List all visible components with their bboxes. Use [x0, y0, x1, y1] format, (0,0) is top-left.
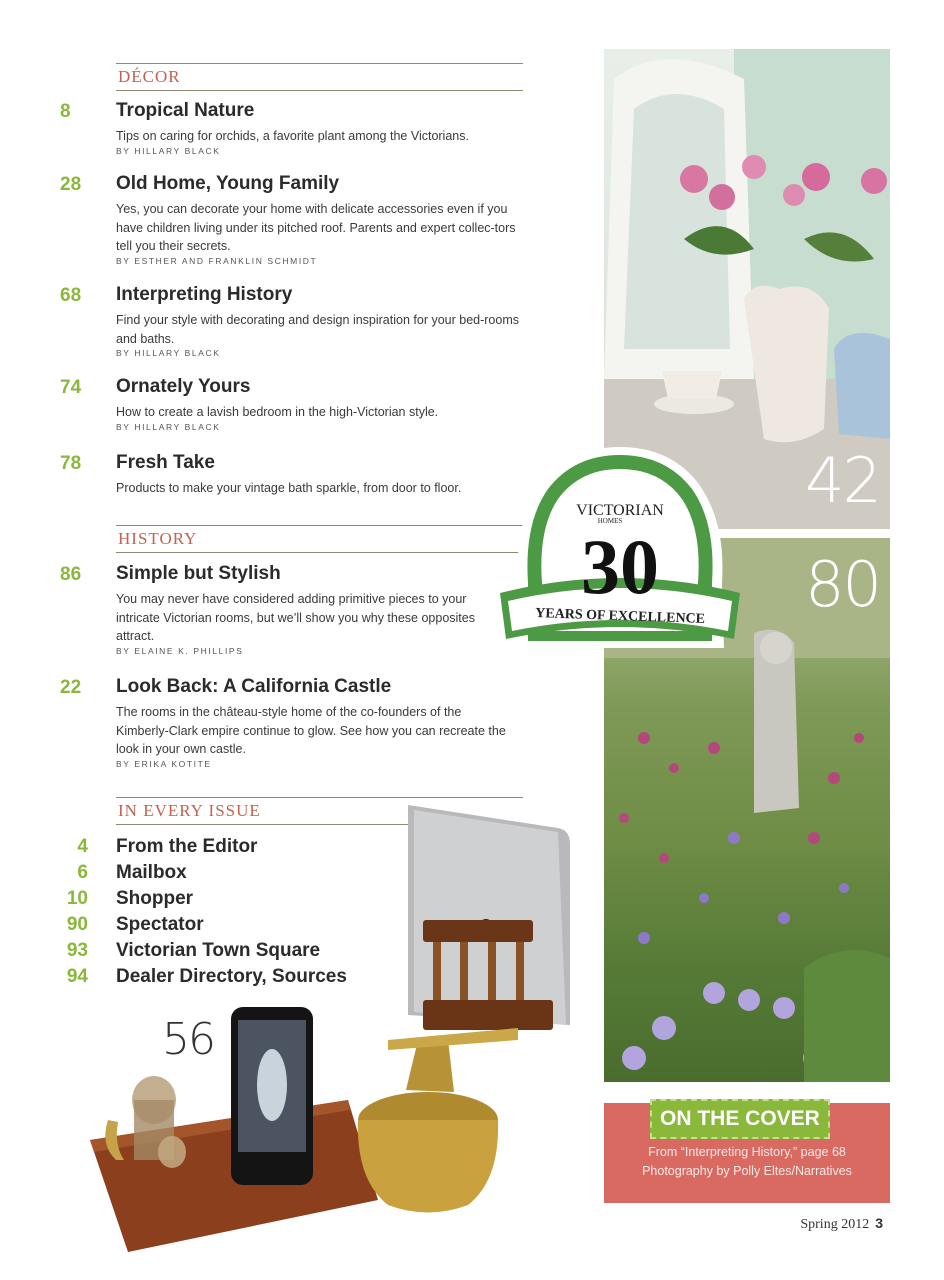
- photo-page-number: 80: [805, 548, 880, 621]
- entry-description: Find your style with decorating and design inspiration for your bed-rooms and baths.: [116, 313, 519, 346]
- section-title: DÉCOR: [118, 67, 181, 86]
- entry-title[interactable]: Look Back: A California Castle: [116, 676, 392, 697]
- entry-title[interactable]: Simple but Stylish: [116, 563, 281, 584]
- issue-title[interactable]: Mailbox: [116, 862, 187, 883]
- issue-title[interactable]: From the Editor: [116, 836, 258, 857]
- badge-brand: VICTORIAN: [576, 502, 664, 519]
- issue-item[interactable]: [0, 914, 420, 940]
- toc-entry[interactable]: [0, 377, 530, 435]
- toc-entry[interactable]: [0, 564, 530, 660]
- entry-byline: BY HILLARY BLACK: [116, 146, 221, 156]
- issue-item[interactable]: [0, 966, 420, 992]
- entry-title[interactable]: Old Home, Young Family: [116, 173, 340, 194]
- entry-title[interactable]: Tropical Nature: [116, 100, 255, 121]
- entry-description: You may never have considered adding primitive pieces to your intricate Victorian rooms, but we’ll show you why these opposites attract.: [116, 592, 475, 643]
- page-number: 28: [60, 174, 82, 195]
- page-footer: [800, 1215, 883, 1233]
- entry-description: How to create a lavish bedroom in the high-Victorian style.: [116, 405, 439, 419]
- page-number: 8: [60, 101, 71, 122]
- entry-description: Tips on caring for orchids, a favorite plant among the Victorians.: [116, 129, 469, 143]
- section-title: HISTORY: [118, 529, 198, 548]
- issue-item[interactable]: [0, 940, 420, 966]
- toc-entry[interactable]: [0, 285, 530, 361]
- page-number: 94: [66, 966, 88, 987]
- photo-page-number[interactable]: 56: [162, 1014, 214, 1065]
- entry-title[interactable]: Ornately Yours: [116, 376, 251, 397]
- page-number: 4: [77, 836, 88, 857]
- toc-entry[interactable]: [0, 677, 530, 773]
- issue-item[interactable]: [0, 888, 420, 914]
- anniversary-badge: [494, 443, 746, 665]
- photo-page-number: 42: [805, 444, 880, 517]
- on-the-cover-label: ON THE COVER: [650, 1099, 830, 1139]
- on-the-cover-box[interactable]: [604, 1103, 890, 1203]
- page-number: 68: [60, 285, 82, 306]
- section-title: IN EVERY ISSUE: [118, 801, 261, 820]
- page-number: 74: [60, 377, 82, 398]
- entry-byline: BY ERIKA KOTITE: [116, 759, 212, 769]
- entry-description: The rooms in the château-style home of the co-founders of the Kimberly-Clark empire continue to glow. See how you can recreate the look in your own castle.: [116, 705, 506, 756]
- section-header-history: [116, 525, 523, 553]
- entry-byline: BY HILLARY BLACK: [116, 348, 221, 358]
- page-number: 78: [60, 453, 82, 474]
- page-number: 22: [60, 677, 82, 698]
- toc-entry[interactable]: [0, 453, 530, 495]
- issue-item[interactable]: [0, 862, 420, 888]
- entry-byline: BY ELAINE K. PHILLIPS: [116, 646, 244, 656]
- entry-description: Products to make your vintage bath sparkle, from door to floor.: [116, 481, 462, 495]
- issue-item[interactable]: [0, 836, 420, 862]
- issue-date: Spring 2012: [800, 1217, 870, 1232]
- badge-ribbon-text: YEARS OF EXCELLENCE: [534, 606, 706, 627]
- issue-title[interactable]: Victorian Town Square: [116, 940, 321, 961]
- issue-title[interactable]: Shopper: [116, 888, 194, 909]
- cover-credit-line: Photography by Polly Eltes/Narratives: [642, 1164, 852, 1178]
- toc-entry[interactable]: [0, 174, 530, 270]
- entry-byline: BY HILLARY BLACK: [116, 422, 221, 432]
- page-number: 93: [66, 940, 88, 961]
- entry-title[interactable]: Fresh Take: [116, 452, 215, 473]
- page-number: 6: [77, 862, 88, 883]
- section-header-decor: [116, 63, 523, 91]
- entry-byline: BY ESTHER AND FRANKLIN SCHMIDT: [116, 256, 318, 266]
- cover-caption-line: From “Interpreting History,” page 68: [648, 1145, 846, 1159]
- toc-entry[interactable]: [0, 101, 530, 161]
- badge-brand-sub: HOMES: [597, 517, 623, 525]
- page-number: 86: [60, 564, 82, 585]
- badge-number: 30: [581, 523, 659, 610]
- issue-title[interactable]: Spectator: [116, 914, 204, 935]
- page-number: 90: [66, 914, 88, 935]
- entry-title[interactable]: Interpreting History: [116, 284, 293, 305]
- issue-title[interactable]: Dealer Directory, Sources: [116, 966, 347, 987]
- entry-description: Yes, you can decorate your home with delicate accessories even if you have children living under its pitched roof. Parents and expert collec-tors tell you their secrets.: [116, 202, 516, 253]
- folio-page-number: 3: [875, 1215, 883, 1231]
- page-number: 10: [66, 888, 88, 909]
